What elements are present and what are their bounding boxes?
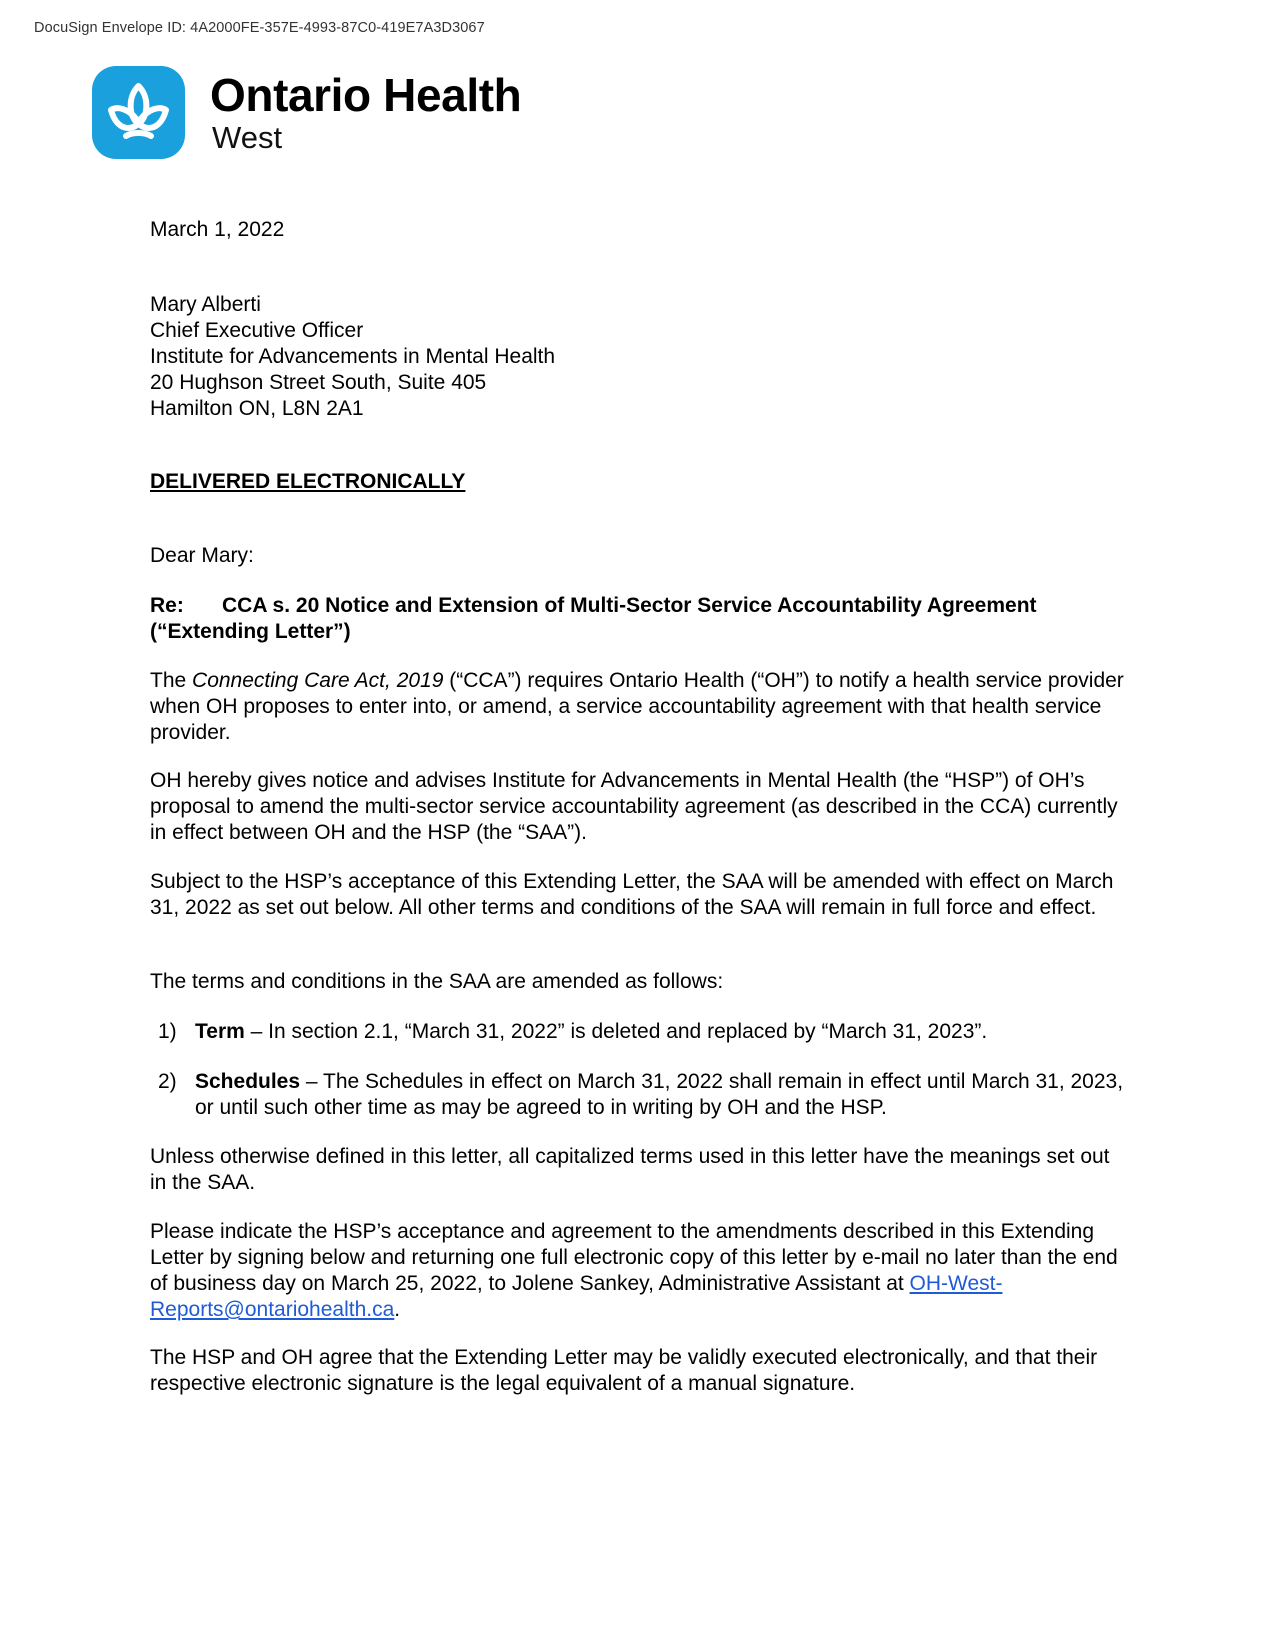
re-subject-line1: CCA s. 20 Notice and Extension of Multi-Sector Service Accountability Agreement <box>222 594 1037 617</box>
paragraph-cca-requirement <box>150 668 1130 746</box>
recipient-organization: Institute for Advancements in Mental Health <box>150 345 556 368</box>
item-number: 2) <box>158 1070 177 1093</box>
re-label: Re: <box>150 594 184 617</box>
recipient-address-line2: Hamilton ON, L8N 2A1 <box>150 397 364 420</box>
re-subject <box>150 593 1130 645</box>
trillium-icon <box>92 66 185 159</box>
paragraph-acceptance-effect: Subject to the HSP’s acceptance of this Extending Letter, the SAA will be amended with effect on March 31, 2022 as set out below. All other terms and conditions of the SAA will remain in full force and effect. <box>150 870 1114 919</box>
paragraph-amendments-intro: The terms and conditions in the SAA are amended as follows: <box>150 970 724 993</box>
recipient-title: Chief Executive Officer <box>150 319 364 342</box>
paragraph-signing-instructions <box>150 1219 1130 1323</box>
logo-region: West <box>212 120 283 155</box>
item-number: 1) <box>158 1020 177 1043</box>
paragraph-rest: (“CCA”) requires Ontario Health (“OH”) to notify a health service provider when OH proposes to enter into, or amend, a service accountability agreement with that health service provider. <box>150 669 1124 744</box>
salutation: Dear Mary: <box>150 544 254 567</box>
item-text: – The Schedules in effect on March 31, 2022 shall remain in effect until March 31, 2023, or until such other time as may be agreed to in writing by OH and the HSP. <box>195 1070 1124 1119</box>
act-name: Connecting Care Act, 2019 <box>192 669 444 692</box>
instructions-text: Please indicate the HSP’s acceptance and agreement to the amendments described in this Extending Letter by signing below and returning one full electronic copy of this letter by e-mail no later than the end of business day on March 25, 2022, to Jolene Sankey, Administrative Assistant at <box>150 1220 1118 1295</box>
letter-date: March 1, 2022 <box>150 218 285 241</box>
email-link[interactable]: OH-West-Reports@ontariohealth.ca <box>150 1272 1003 1321</box>
logo-name: Ontario Health <box>210 69 522 121</box>
paragraph-notice: OH hereby gives notice and advises Institute for Advancements in Mental Health (the “HSP”) of OH’s proposal to amend the multi-sector service accountability agreement (as described in the CCA) currently in effect between OH and the HSP (the “SAA”). <box>150 769 1118 844</box>
delivery-heading: DELIVERED ELECTRONICALLY <box>150 470 466 493</box>
paragraph-electronic-execution: The HSP and OH agree that the Extending Letter may be validly executed electronically, and that their respective electronic signature is the legal equivalent of a manual signature. <box>150 1346 1098 1395</box>
paragraph-prefix: The <box>150 669 193 692</box>
docusign-envelope-id: DocuSign Envelope ID: 4A2000FE-357E-4993-87C0-419E7A3D3067 <box>34 20 485 36</box>
recipient-block <box>150 292 555 422</box>
re-subject-line2: (“Extending Letter”) <box>150 620 351 643</box>
recipient-address-line1: 20 Hughson Street South, Suite 405 <box>150 371 487 394</box>
ontario-health-logo <box>92 66 562 161</box>
item-term: Schedules <box>195 1070 301 1093</box>
item-text: – In section 2.1, “March 31, 2022” is deleted and replaced by “March 31, 2023”. <box>244 1020 988 1043</box>
paragraph-definitions: Unless otherwise defined in this letter, all capitalized terms used in this letter have the meanings set out in the SAA. <box>150 1145 1110 1194</box>
item-term: Term <box>195 1020 245 1043</box>
instructions-suffix: . <box>394 1298 401 1321</box>
recipient-name: Mary Alberti <box>150 293 261 316</box>
